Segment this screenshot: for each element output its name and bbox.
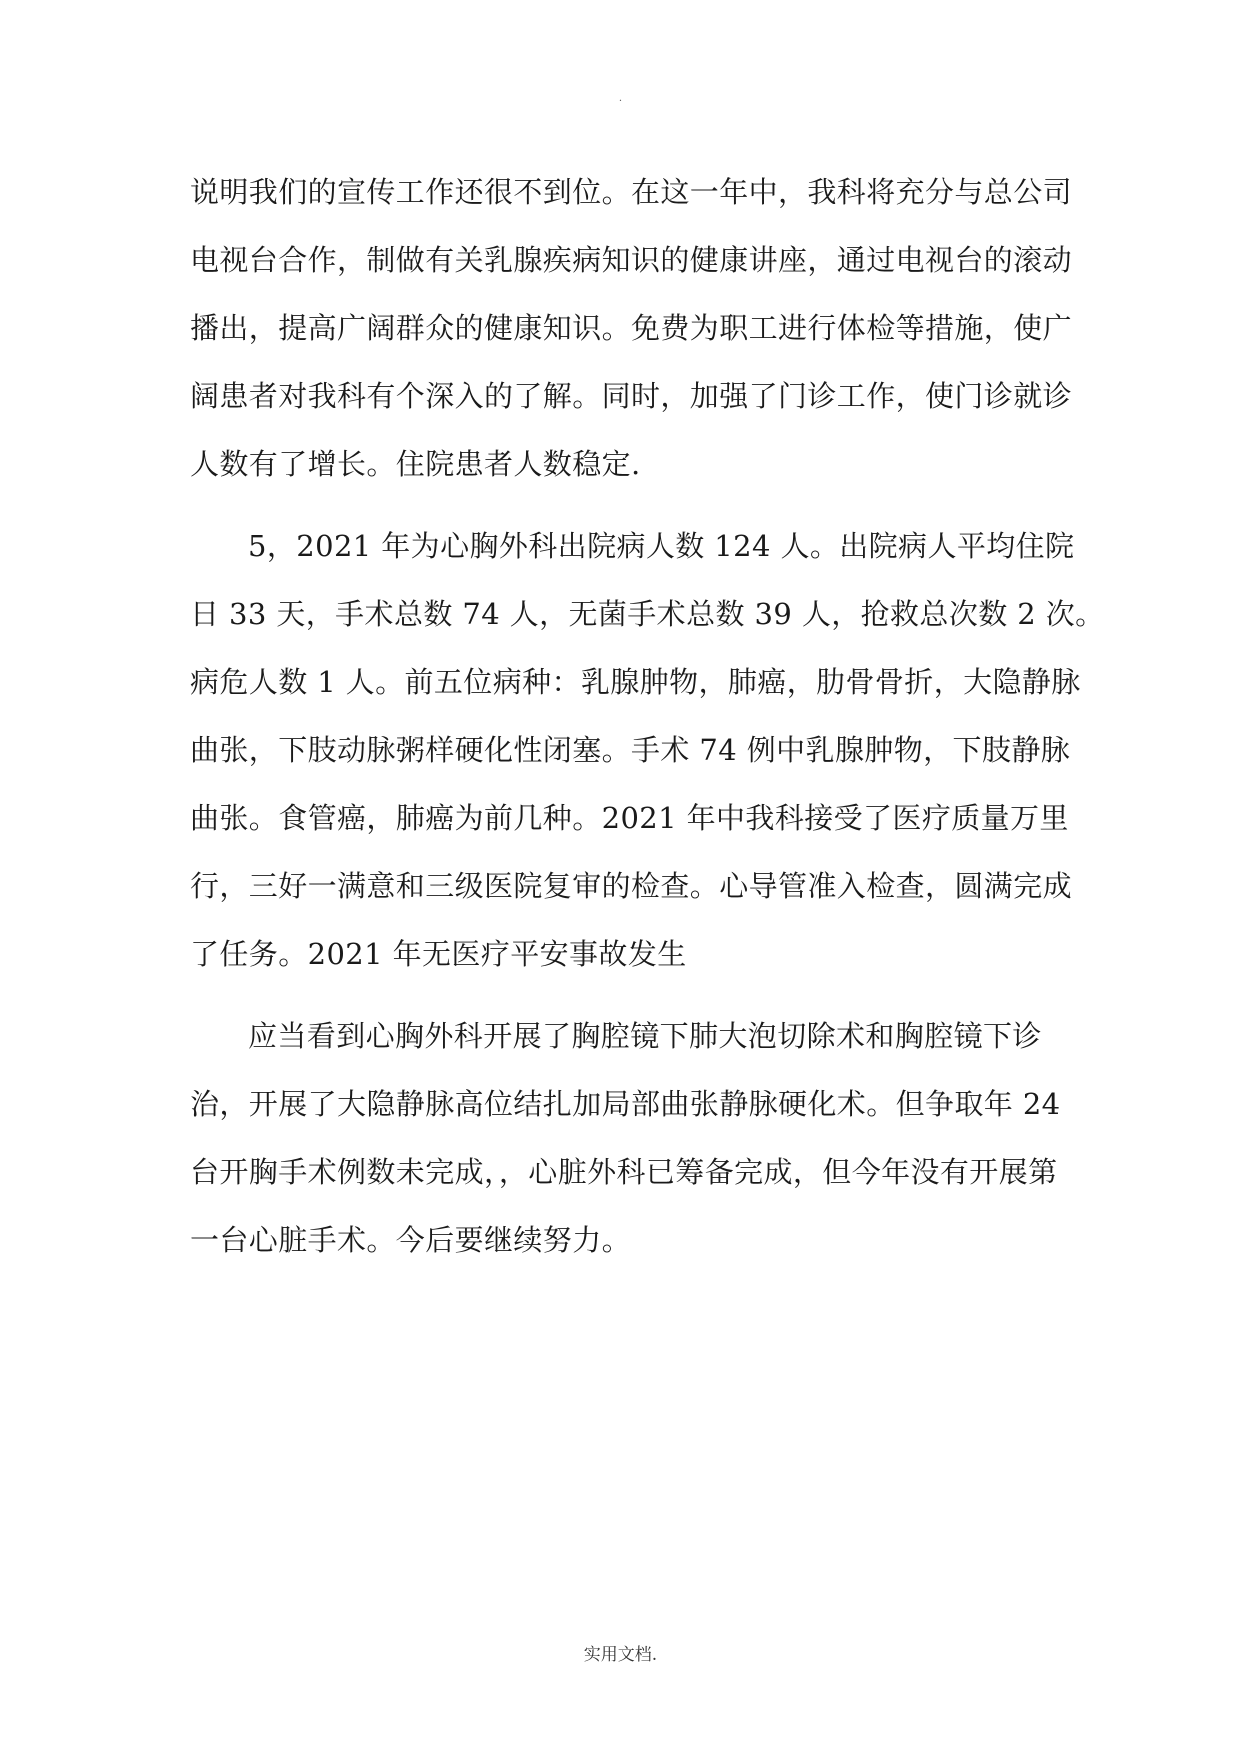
- paragraph-2: [190, 512, 1105, 988]
- text-line: 一台心脏手术。今后要继续努力。: [190, 1223, 632, 1257]
- text-line: 播出，提高广阔群众的健康知识。免费为职工进行体检等措施，使广: [190, 311, 1073, 345]
- text-line: 治，开展了大隐静脉高位结扎加局部曲张静脉硬化术。但争取年 24: [190, 1087, 1061, 1121]
- document-body: [190, 158, 1105, 1288]
- text-line: 行，三好一满意和三级医院复审的检查。心导管准入检查，圆满完成: [190, 869, 1073, 903]
- text-line: 5，2021 年为心胸外科出院病人数 124 人。出院病人平均住院: [248, 529, 1075, 563]
- text-line: 应当看到心胸外科开展了胸腔镜下肺大泡切除术和胸腔镜下诊: [248, 1019, 1042, 1053]
- text-line: 阔患者对我科有个深入的了解。同时，加强了门诊工作，使门诊就诊: [190, 379, 1073, 413]
- header-mark: .: [618, 93, 623, 104]
- text-line: 日 33 天，手术总数 74 人，无菌手术总数 39 人，抢救总次数 2 次。: [190, 597, 1105, 631]
- text-line: 台开胸手术例数未完成，，心脏外科已筹备完成，但今年没有开展第: [190, 1155, 1058, 1189]
- text-line: 曲张。食管癌，肺癌为前几种。2021 年中我科接受了医疗质量万里: [190, 801, 1069, 835]
- text-line: 说明我们的宣传工作还很不到位。在这一年中，我科将充分与总公司: [190, 175, 1073, 209]
- page-footer: 实用文档.: [583, 1645, 658, 1665]
- paragraph-1: [190, 158, 1073, 498]
- text-line: 人数有了增长。住院患者人数稳定.: [190, 447, 641, 481]
- text-line: 了任务。2021 年无医疗平安事故发生: [190, 937, 687, 971]
- text-line: 曲张，下肢动脉粥样硬化性闭塞。手术 74 例中乳腺肿物，下肢静脉: [190, 733, 1071, 767]
- text-line: 电视台合作，制做有关乳腺疾病知识的健康讲座，通过电视台的滚动: [190, 243, 1073, 277]
- paragraph-3: [190, 1002, 1061, 1274]
- text-line: 病危人数 1 人。前五位病种：乳腺肿物，肺癌，肋骨骨折，大隐静脉: [190, 665, 1081, 699]
